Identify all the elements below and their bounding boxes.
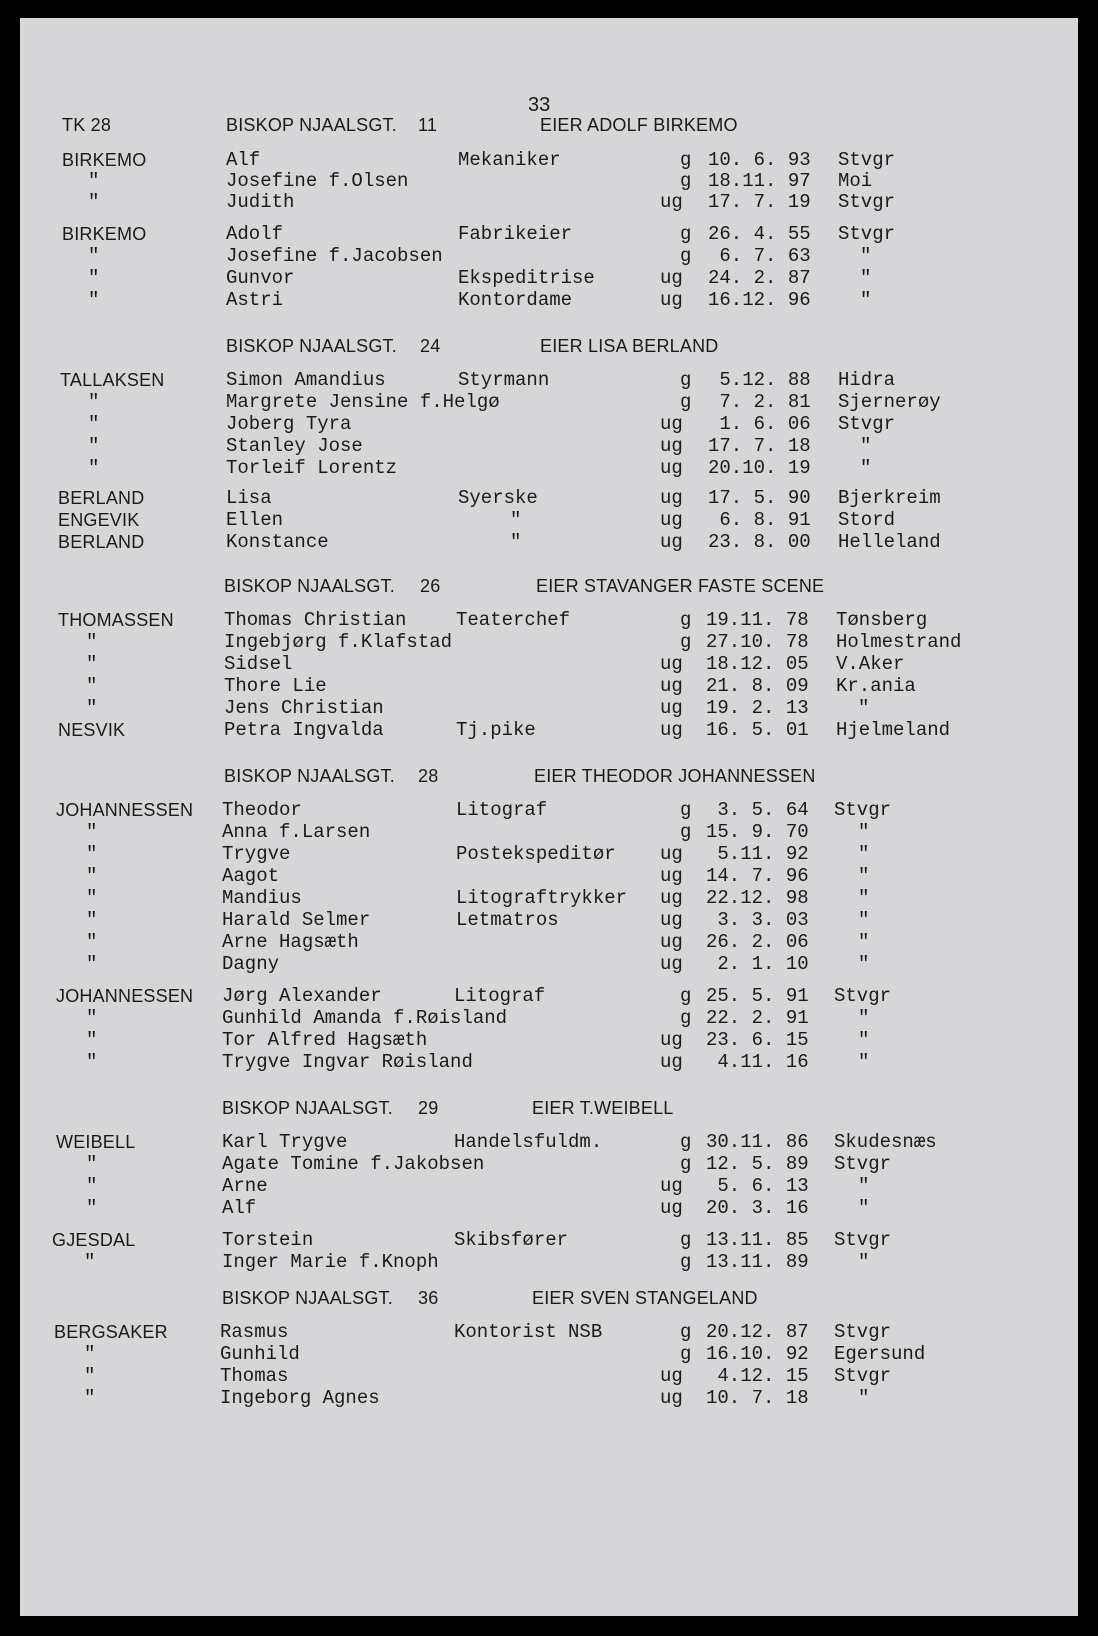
- cell-col-d: EIER ADOLF BIRKEMO: [540, 115, 738, 135]
- cell-col-c: Litograf: [456, 799, 548, 821]
- cell-col-f: Stord: [838, 509, 896, 531]
- cell-col-f: Helleland: [838, 531, 941, 553]
- cell-col-c: 11: [418, 115, 438, 135]
- cell-col-e: 3. 5. 64: [706, 799, 809, 821]
- cell-col-e: Stvgr: [834, 1365, 892, 1387]
- cell-col-d: g: [680, 609, 692, 631]
- cell-col-b: Adolf: [226, 223, 284, 245]
- cell-col-c: ug: [660, 931, 683, 953]
- cell-col-b: Petra Ingvalda: [224, 719, 384, 741]
- cell-col-f: Stvgr: [834, 799, 892, 821]
- cell-col-a: ": [86, 1029, 98, 1051]
- cell-col-d: g: [680, 149, 692, 171]
- cell-col-d: ug: [660, 887, 683, 909]
- page-number: 33: [528, 94, 551, 116]
- cell-col-c: g: [680, 631, 692, 653]
- cell-col-f: ": [860, 267, 872, 289]
- cell-col-a: BERLAND: [58, 488, 145, 508]
- cell-col-e: 10. 6. 93: [708, 149, 811, 171]
- cell-col-a: ": [86, 1051, 98, 1073]
- cell-col-a: ": [86, 1175, 98, 1197]
- cell-col-a: BIRKEMO: [62, 224, 147, 244]
- cell-col-d: g: [680, 1131, 692, 1153]
- cell-col-a: ": [88, 170, 100, 192]
- cell-col-b: Stanley Jose: [226, 435, 363, 457]
- cell-col-b: Alf: [226, 149, 261, 171]
- cell-col-d: 18.11. 97: [708, 170, 811, 192]
- cell-col-e: ": [860, 245, 872, 267]
- cell-col-b: Dagny: [222, 953, 280, 975]
- cell-col-a: ": [88, 435, 100, 457]
- cell-col-a: ": [88, 191, 100, 213]
- cell-col-c: ": [510, 509, 522, 531]
- cell-col-d: 19. 2. 13: [706, 697, 809, 719]
- cell-col-b: Theodor: [222, 799, 302, 821]
- cell-col-a: JOHANNESSEN: [56, 800, 194, 820]
- cell-col-c: ug: [660, 1365, 683, 1387]
- cell-col-d: 4.12. 15: [706, 1365, 809, 1387]
- cell-col-e: 5.12. 88: [708, 369, 811, 391]
- cell-col-c: ug: [660, 697, 683, 719]
- cell-col-e: 16. 5. 01: [706, 719, 809, 741]
- cell-col-a: ": [86, 931, 98, 953]
- cell-col-c: Ekspeditrise: [458, 267, 595, 289]
- cell-col-d: ug: [660, 509, 683, 531]
- cell-col-e: 26. 4. 55: [708, 223, 811, 245]
- cell-col-a: BISKOP NJAALSGT.: [222, 1098, 393, 1118]
- cell-col-a: GJESDAL: [52, 1230, 136, 1250]
- cell-col-a: BERGSAKER: [54, 1322, 168, 1342]
- cell-col-d: g: [680, 223, 692, 245]
- cell-col-e: Stvgr: [834, 1153, 892, 1175]
- cell-col-d: ug: [660, 487, 683, 509]
- cell-col-a: BISKOP NJAALSGT.: [222, 1288, 393, 1308]
- cell-col-a: ": [84, 1251, 96, 1273]
- cell-col-c: EIER STAVANGER FASTE SCENE: [536, 576, 825, 596]
- cell-col-b: Trygve Ingvar Røisland: [222, 1051, 473, 1073]
- cell-col-c: g: [680, 1251, 692, 1273]
- cell-col-d: g: [680, 1321, 692, 1343]
- cell-col-e: 16.12. 96: [708, 289, 811, 311]
- cell-col-d: 6. 7. 63: [708, 245, 811, 267]
- cell-col-c: g: [680, 391, 692, 413]
- cell-col-c: ug: [660, 1029, 683, 1051]
- cell-col-b: 24: [420, 336, 441, 356]
- cell-col-a: ": [88, 413, 100, 435]
- cell-col-b: Gunvor: [226, 267, 295, 289]
- cell-col-e: ": [860, 435, 872, 457]
- cell-col-f: Bjerkreim: [838, 487, 941, 509]
- cell-col-b: Simon Amandius: [226, 369, 386, 391]
- cell-col-e: Egersund: [834, 1343, 926, 1365]
- cell-col-b: Joberg Tyra: [226, 413, 352, 435]
- cell-col-d: 22. 2. 91: [706, 1007, 809, 1029]
- cell-col-a: WEIBELL: [56, 1132, 136, 1152]
- cell-col-b: Gunhild: [220, 1343, 300, 1365]
- cell-col-e: 23. 8. 00: [708, 531, 811, 553]
- cell-col-b: 26: [420, 576, 441, 596]
- cell-col-d: 20.10. 19: [708, 457, 811, 479]
- cell-col-e: ": [858, 1197, 870, 1219]
- cell-col-c: Kontorist NSB: [454, 1321, 603, 1343]
- cell-col-a: NESVIK: [58, 720, 126, 740]
- cell-col-a: JOHANNESSEN: [56, 986, 194, 1006]
- cell-col-d: g: [680, 1229, 692, 1251]
- cell-col-e: ": [858, 953, 870, 975]
- cell-col-e: 22.12. 98: [706, 887, 809, 909]
- cell-col-f: Hjelmeland: [836, 719, 951, 741]
- cell-col-d: 14. 7. 96: [706, 865, 809, 887]
- cell-col-a: ": [86, 631, 98, 653]
- cell-col-c: Kontordame: [458, 289, 573, 311]
- cell-col-e: Sjernerøy: [838, 391, 941, 413]
- cell-col-a: ": [88, 267, 100, 289]
- cell-col-a: BISKOP NJAALSGT.: [226, 336, 397, 356]
- cell-col-b: Mandius: [222, 887, 302, 909]
- cell-col-c: g: [680, 1153, 692, 1175]
- cell-col-a: ": [86, 653, 98, 675]
- cell-col-e: ": [860, 457, 872, 479]
- cell-col-e: 25. 5. 91: [706, 985, 809, 1007]
- document-page: [20, 18, 1078, 1616]
- cell-col-c: ug: [660, 457, 683, 479]
- cell-col-d: ug: [660, 843, 683, 865]
- cell-col-d: 21. 8. 09: [706, 675, 809, 697]
- cell-col-e: 5.11. 92: [706, 843, 809, 865]
- cell-col-d: 18.12. 05: [706, 653, 809, 675]
- cell-col-d: 12. 5. 89: [706, 1153, 809, 1175]
- cell-col-b: Inger Marie f.Knoph: [222, 1251, 439, 1273]
- cell-col-f: Stvgr: [834, 1229, 892, 1251]
- cell-col-d: ug: [660, 531, 683, 553]
- cell-col-e: ": [858, 697, 870, 719]
- cell-col-d: 20. 3. 16: [706, 1197, 809, 1219]
- cell-col-d: ug: [660, 719, 683, 741]
- cell-col-a: TALLAKSEN: [60, 370, 165, 390]
- cell-col-f: Skudesnæs: [834, 1131, 937, 1153]
- cell-col-d: g: [680, 799, 692, 821]
- cell-col-c: ug: [660, 413, 683, 435]
- cell-col-c: ug: [660, 653, 683, 675]
- cell-col-a: ": [86, 843, 98, 865]
- cell-col-d: 16.10. 92: [706, 1343, 809, 1365]
- cell-col-f: ": [858, 909, 870, 931]
- cell-col-d: g: [680, 985, 692, 1007]
- cell-col-c: Letmatros: [456, 909, 559, 931]
- cell-col-d: g: [680, 369, 692, 391]
- cell-col-d: 10. 7. 18: [706, 1387, 809, 1409]
- cell-col-c: ug: [660, 435, 683, 457]
- cell-col-e: ": [858, 1387, 870, 1409]
- cell-col-b: Thomas: [220, 1365, 289, 1387]
- cell-col-b: Sidsel: [224, 653, 293, 675]
- cell-col-e: ": [858, 1251, 870, 1273]
- cell-col-e: ": [858, 1051, 870, 1073]
- cell-col-c: g: [680, 170, 692, 192]
- cell-col-e: Stvgr: [838, 413, 896, 435]
- cell-col-a: BIRKEMO: [62, 150, 147, 170]
- cell-col-b: 36: [418, 1288, 439, 1308]
- cell-col-b: Ingebjørg f.Klafstad: [224, 631, 453, 653]
- cell-col-e: 3. 3. 03: [706, 909, 809, 931]
- cell-col-e: ": [858, 1007, 870, 1029]
- cell-col-d: ug: [660, 909, 683, 931]
- cell-col-d: 17. 7. 18: [708, 435, 811, 457]
- cell-col-c: EIER THEODOR JOHANNESSEN: [534, 766, 816, 786]
- cell-col-a: ": [84, 1365, 96, 1387]
- cell-col-b: Agate Tomine f.Jakobsen: [222, 1153, 485, 1175]
- cell-col-b: Anna f.Larsen: [222, 821, 371, 843]
- cell-col-c: ug: [660, 1387, 683, 1409]
- cell-col-f: Stvgr: [834, 1321, 892, 1343]
- cell-col-f: Stvgr: [834, 985, 892, 1007]
- cell-col-f: Stvgr: [838, 223, 896, 245]
- cell-col-b: Harald Selmer: [222, 909, 371, 931]
- cell-col-a: ": [86, 887, 98, 909]
- cell-col-b: BISKOP NJAALSGT.: [226, 115, 397, 135]
- cell-col-c: EIER LISA BERLAND: [540, 336, 719, 356]
- cell-col-a: ": [88, 245, 100, 267]
- cell-col-c: ug: [660, 1197, 683, 1219]
- cell-col-b: Trygve: [222, 843, 291, 865]
- cell-col-e: 17. 5. 90: [708, 487, 811, 509]
- cell-col-e: 20.12. 87: [706, 1321, 809, 1343]
- cell-col-c: Litograftrykker: [456, 887, 628, 909]
- cell-col-a: BERLAND: [58, 532, 145, 552]
- cell-col-a: ": [88, 391, 100, 413]
- cell-col-c: Handelsfuldm.: [454, 1131, 603, 1153]
- cell-col-a: ": [86, 865, 98, 887]
- cell-col-d: 17. 7. 19: [708, 191, 811, 213]
- cell-col-d: 5. 6. 13: [706, 1175, 809, 1197]
- cell-col-b: Konstance: [226, 531, 329, 553]
- cell-col-f: ": [858, 843, 870, 865]
- cell-col-e: ": [858, 1175, 870, 1197]
- cell-col-c: ug: [660, 1051, 683, 1073]
- cell-col-b: Ingeborg Agnes: [220, 1387, 380, 1409]
- cell-col-d: 23. 6. 15: [706, 1029, 809, 1051]
- cell-col-d: 15. 9. 70: [706, 821, 809, 843]
- cell-col-a: ": [86, 697, 98, 719]
- cell-col-b: Jørg Alexander: [222, 985, 382, 1007]
- cell-col-c: Teaterchef: [456, 609, 571, 631]
- cell-col-b: Arne: [222, 1175, 268, 1197]
- cell-col-a: ": [86, 1153, 98, 1175]
- cell-col-e: Stvgr: [838, 191, 896, 213]
- cell-col-b: Tor Alfred Hagsæth: [222, 1029, 428, 1051]
- cell-col-f: ": [858, 887, 870, 909]
- cell-col-d: ug: [660, 289, 683, 311]
- cell-col-b: Torstein: [222, 1229, 314, 1251]
- cell-col-d: 27.10. 78: [706, 631, 809, 653]
- cell-col-c: Styrmann: [458, 369, 550, 391]
- cell-col-c: Postekspeditør: [456, 843, 616, 865]
- cell-col-c: ug: [660, 191, 683, 213]
- cell-col-c: ug: [660, 953, 683, 975]
- cell-col-b: Josefine f.Olsen: [226, 170, 409, 192]
- cell-col-b: Thomas Christian: [224, 609, 407, 631]
- cell-col-b: Torleif Lorentz: [226, 457, 398, 479]
- cell-col-e: ": [858, 865, 870, 887]
- cell-col-c: EIER T.WEIBELL: [532, 1098, 674, 1118]
- cell-col-c: Mekaniker: [458, 149, 561, 171]
- cell-col-c: ": [510, 531, 522, 553]
- cell-col-c: g: [680, 245, 692, 267]
- cell-col-c: ug: [660, 1175, 683, 1197]
- cell-col-e: Moi: [838, 170, 873, 192]
- cell-col-e: 13.11. 85: [706, 1229, 809, 1251]
- cell-col-d: 7. 2. 81: [708, 391, 811, 413]
- cell-col-b: Judith: [226, 191, 295, 213]
- cell-col-b: Arne Hagsæth: [222, 931, 359, 953]
- cell-col-a: BISKOP NJAALSGT.: [224, 576, 395, 596]
- cell-col-a: ": [84, 1343, 96, 1365]
- cell-col-b: Alf: [222, 1197, 257, 1219]
- cell-col-a: ": [84, 1387, 96, 1409]
- cell-col-f: ": [860, 289, 872, 311]
- cell-col-a: ": [86, 1007, 98, 1029]
- cell-col-b: 29: [418, 1098, 439, 1118]
- cell-col-a: TK 28: [62, 115, 112, 135]
- cell-col-b: Josefine f.Jacobsen: [226, 245, 443, 267]
- cell-col-c: EIER SVEN STANGELAND: [532, 1288, 758, 1308]
- cell-col-b: Gunhild Amanda f.Røisland: [222, 1007, 508, 1029]
- cell-col-b: Margrete Jensine f.Helgø: [226, 391, 500, 413]
- cell-col-e: ": [858, 931, 870, 953]
- cell-col-e: Kr.ania: [836, 675, 916, 697]
- cell-col-b: Jens Christian: [224, 697, 384, 719]
- cell-col-a: ": [86, 821, 98, 843]
- cell-col-a: ": [88, 457, 100, 479]
- cell-col-e: ": [858, 821, 870, 843]
- cell-col-e: V.Aker: [836, 653, 905, 675]
- cell-col-b: Ellen: [226, 509, 284, 531]
- cell-col-a: ": [88, 289, 100, 311]
- cell-col-d: ug: [660, 267, 683, 289]
- cell-col-c: g: [680, 1007, 692, 1029]
- cell-col-a: BISKOP NJAALSGT.: [224, 766, 395, 786]
- cell-col-e: 24. 2. 87: [708, 267, 811, 289]
- cell-col-a: ": [86, 1197, 98, 1219]
- cell-col-b: Aagot: [222, 865, 280, 887]
- cell-col-b: Astri: [226, 289, 284, 311]
- cell-col-f: Tønsberg: [836, 609, 928, 631]
- cell-col-c: Fabrikeier: [458, 223, 573, 245]
- cell-col-b: Karl Trygve: [222, 1131, 348, 1153]
- cell-col-b: Lisa: [226, 487, 272, 509]
- cell-col-a: ": [86, 675, 98, 697]
- cell-col-d: 26. 2. 06: [706, 931, 809, 953]
- cell-col-e: 19.11. 78: [706, 609, 809, 631]
- cell-col-e: Holmestrand: [836, 631, 962, 653]
- cell-col-c: g: [680, 1343, 692, 1365]
- cell-col-c: ug: [660, 865, 683, 887]
- cell-col-c: Skibsfører: [454, 1229, 569, 1251]
- cell-col-e: 30.11. 86: [706, 1131, 809, 1153]
- cell-col-d: 4.11. 16: [706, 1051, 809, 1073]
- cell-col-b: Thore Lie: [224, 675, 327, 697]
- cell-col-d: 2. 1. 10: [706, 953, 809, 975]
- cell-col-d: 1. 6. 06: [708, 413, 811, 435]
- cell-col-c: g: [680, 821, 692, 843]
- cell-col-c: Tj.pike: [456, 719, 536, 741]
- cell-col-f: Stvgr: [838, 149, 896, 171]
- cell-col-a: ENGEVIK: [58, 510, 140, 530]
- cell-col-c: ug: [660, 675, 683, 697]
- cell-col-d: 13.11. 89: [706, 1251, 809, 1273]
- cell-col-c: Litograf: [454, 985, 546, 1007]
- cell-col-f: Hidra: [838, 369, 896, 391]
- cell-col-c: Syerske: [458, 487, 538, 509]
- cell-col-b: Rasmus: [220, 1321, 289, 1343]
- cell-col-a: THOMASSEN: [58, 610, 174, 630]
- cell-col-e: 6. 8. 91: [708, 509, 811, 531]
- cell-col-e: ": [858, 1029, 870, 1051]
- cell-col-b: 28: [418, 766, 439, 786]
- cell-col-a: ": [86, 953, 98, 975]
- cell-col-a: ": [86, 909, 98, 931]
